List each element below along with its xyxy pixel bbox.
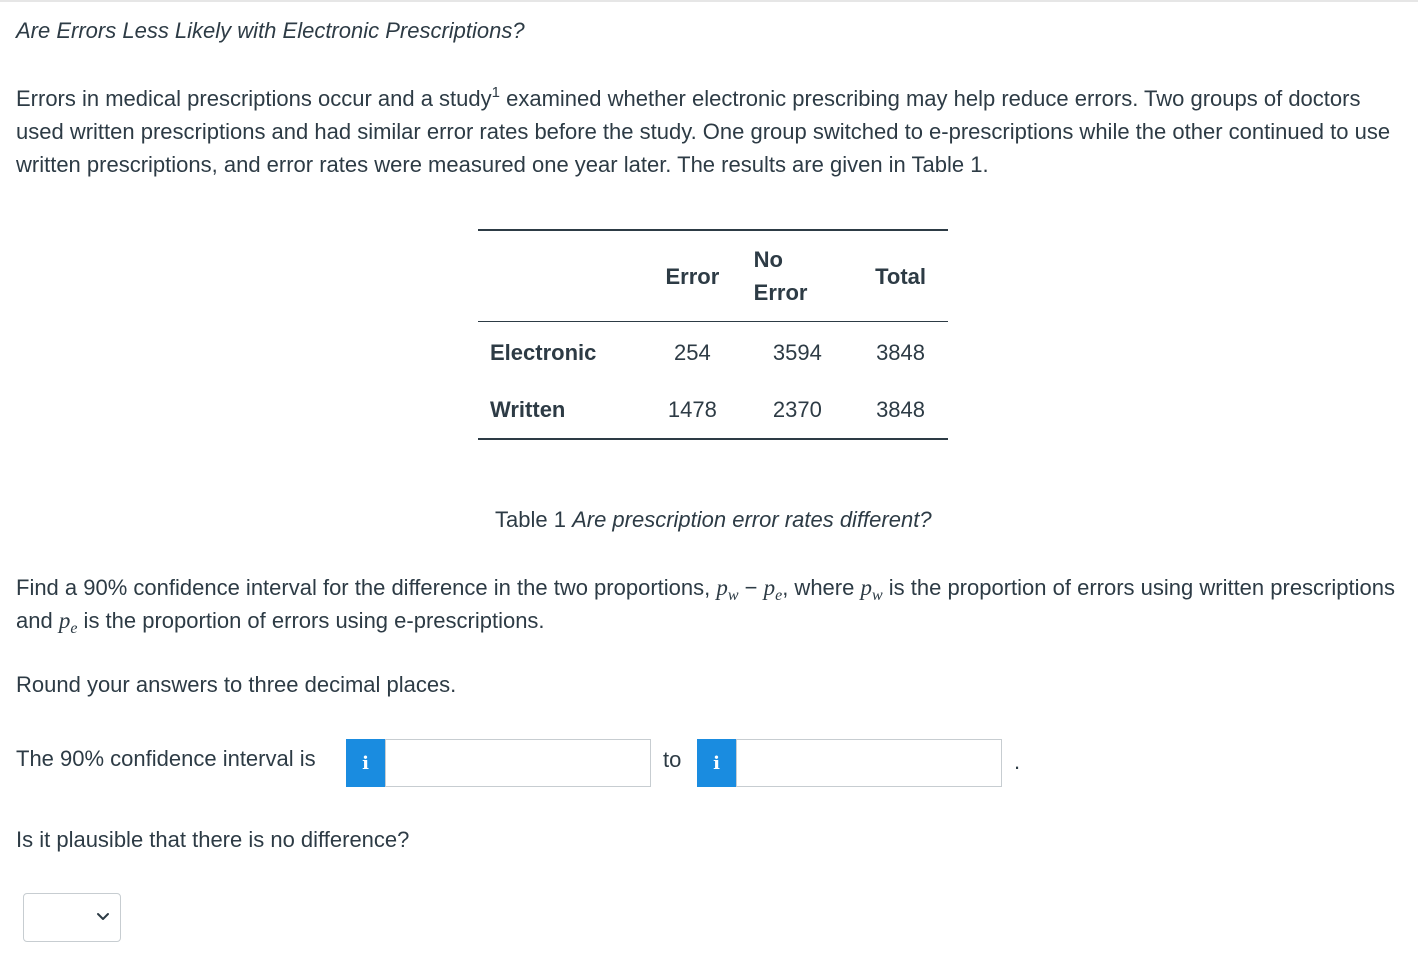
ci-label: The 90% confidence interval is bbox=[16, 746, 316, 771]
intro-text-2: examined whether electronic prescribing may help reduce errors. Two groups of doctors used written prescriptions and had similar error rates before the study. One group switched to e-prescriptions while the other continued to use written prescriptions, and error rates were measured one year later. The results are given in Table 1. bbox=[16, 86, 1391, 177]
to-label: to bbox=[663, 747, 682, 772]
cell-electronic-error: 254 bbox=[674, 339, 711, 365]
row-label-written: Written bbox=[490, 396, 566, 422]
plausible-select[interactable] bbox=[23, 893, 121, 942]
prompt-text-2: , where bbox=[782, 575, 861, 600]
ci-lower-input[interactable] bbox=[385, 739, 651, 787]
caption-label: Table 1 bbox=[495, 507, 573, 532]
table-row bbox=[478, 381, 948, 439]
prompt-text-1: Find a 90% confidence interval for the difference in the two proportions, bbox=[16, 575, 717, 600]
var-pw: $p_w$ bbox=[716, 575, 739, 604]
ci-upper-input[interactable] bbox=[736, 739, 1002, 787]
question-prompt bbox=[16, 571, 1411, 637]
sentence-period: . bbox=[1014, 749, 1021, 774]
prompt-text-4: is the proportion of errors using e-prescriptions. bbox=[77, 608, 545, 633]
row-label-electronic: Electronic bbox=[490, 339, 597, 365]
round-instruction: Round your answers to three decimal places. bbox=[16, 672, 457, 697]
question-title: Are Errors Less Likely with Electronic Prescriptions? bbox=[16, 18, 525, 43]
minus-sign: − bbox=[738, 575, 764, 600]
prompt-text-3: is the proportion of errors using written prescriptions and bbox=[16, 575, 1395, 633]
chevron-down-icon bbox=[94, 908, 112, 926]
cell-electronic-total: 3848 bbox=[876, 339, 926, 365]
header-blank bbox=[478, 230, 643, 322]
table-header-row bbox=[478, 230, 948, 322]
results-table bbox=[478, 229, 948, 440]
info-icon[interactable]: i bbox=[346, 739, 385, 787]
var-pe-2: $p_e$ bbox=[58, 608, 78, 637]
header-total: Total bbox=[875, 263, 926, 289]
var-pw-2: $p_w$ bbox=[860, 575, 883, 604]
var-pe: $p_e$ bbox=[763, 575, 783, 604]
intro-text-1: Errors in medical prescriptions occur and a study bbox=[16, 86, 492, 111]
header-no-error: No Error bbox=[753, 247, 808, 305]
info-icon[interactable]: i bbox=[697, 739, 736, 787]
plausible-question: Is it plausible that there is no difference? bbox=[16, 827, 410, 852]
top-divider bbox=[0, 0, 1418, 2]
cell-written-error: 1478 bbox=[667, 396, 717, 422]
caption-title: Are prescription error rates different? bbox=[572, 507, 932, 532]
cell-written-total: 3848 bbox=[876, 396, 926, 422]
table-row bbox=[478, 322, 948, 382]
cell-written-no-error: 2370 bbox=[772, 396, 822, 422]
intro-paragraph bbox=[16, 82, 1411, 181]
cell-electronic-no-error: 3594 bbox=[772, 339, 822, 365]
table-caption bbox=[495, 507, 932, 533]
footnote-ref[interactable]: 1 bbox=[491, 84, 500, 101]
header-error: Error bbox=[665, 263, 720, 289]
